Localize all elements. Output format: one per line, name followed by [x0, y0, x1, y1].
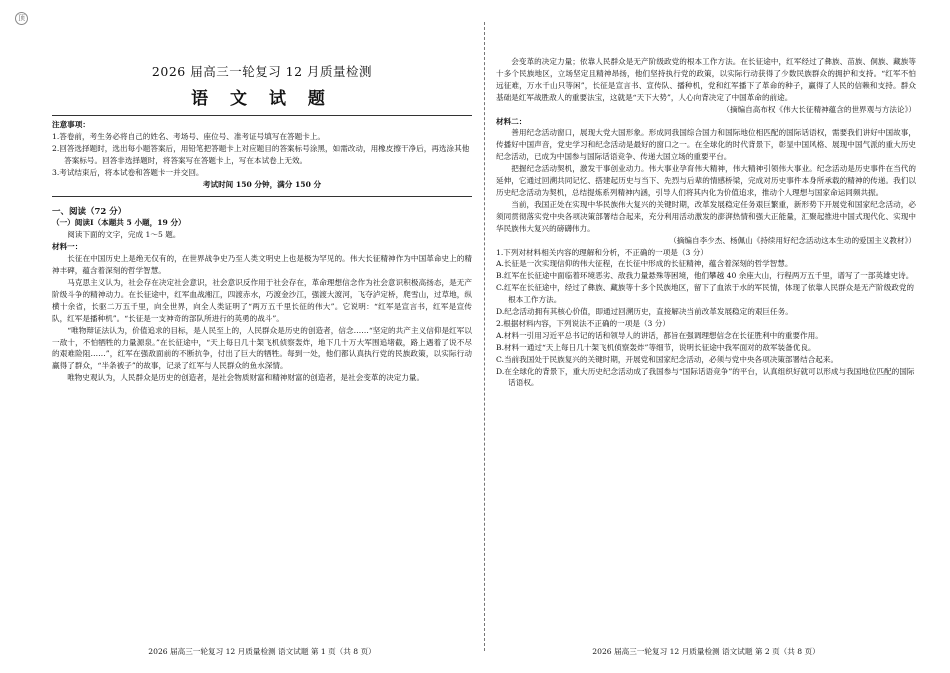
top-rule	[52, 115, 472, 116]
note-item: 1.答卷前，考生务必将自己的姓名、考场号、座位号、准考证号填写在答题卡上。	[52, 131, 326, 141]
question-2: 2.根据材料内容，下列说法不正确的一项是（3 分）	[496, 318, 670, 328]
footer-left: 2026 届高三一轮复习 12 月质量检测 语文试题 第 1 页（共 8 页）	[148, 647, 376, 656]
corner-mark: 顶	[15, 12, 28, 25]
exam-header: 2026 届高三一轮复习 12 月质量检测	[151, 64, 373, 79]
exam-time: 考试时间 150 分钟，满分 150 分	[202, 179, 322, 189]
material2-para: 善用纪念活动窗口，展现大党大国形象。形成同我国综合国力和国际地位相匹配的国际话语权，需要我们讲好中国故事，传播好中国声音，党史学习和纪念活动是最好的窗口之一。在全球化的时代背景下，彰显中国风格、展现中国气派的重大历史纪念活动，已成为中国参与国际话语竞争、传递大国立场的重要平台。	[496, 128, 916, 162]
right-page	[496, 0, 916, 673]
material1-para: 长征在中国历史上是绝无仅有的，在世界战争史乃至人类文明史上也是极为罕见的。伟大长征精神作为中国革命史上的精神丰碑，蕴含着深刻的哲学智慧。	[52, 254, 472, 276]
footer-right: 2026 届高三一轮复习 12 月质量检测 语文试题 第 2 页（共 8 页）	[592, 647, 820, 656]
q1-option: A.长征是一次实现信仰的伟大征程，在长征中形成的长征精神，蕴含着深刻的哲学智慧。	[496, 259, 793, 269]
q1-option: B.红军在长征途中面临着环境恶劣、敌我力量悬殊等困境，他们攀越 40 余座大山，行程两万五千里，谱写了一部英雄史诗。	[496, 271, 914, 281]
q2-option: C.当前我国处于民族复兴的关键时期，开展党和国家纪念活动，必须与党中央各项决策部署结合起来。	[496, 354, 839, 364]
q2-option: B.材料一通过“天上每日几十架飞机侦察轰炸”等细节，说明长征途中我军面对的敌军装备优良。	[496, 342, 816, 352]
exam-subject: 语 文 试 题	[191, 89, 333, 109]
material1-para: “唯物辩证法认为，价值追求的目标，是人民至上的，人民群众是历史的创造者，信念……“坚定的共产主义信仰是红军以一敌十，不怕牺牲的力量源泉。”在长征途中，“天上每日几十架飞机侦察轰炸，地下几十万大军围追堵截，路上遇着了说不尽的艰难险阻……”，红军在强敌面前的不断抗争，付出了巨大的牺牲。每到一处，他们都认真执行党的民族政策，以实际行动赢得了群众，“半条被子”的故事，记录了红军与人民群众的鱼水深情。	[52, 325, 472, 371]
q1-option: C.红军在长征途中，经过了彝族、藏族等十多个民族地区，留下了血浓于水的军民情，体现了依靠人民群众是无产阶级政党的根本工作方法。	[496, 283, 915, 305]
material1-para: 唯物史观认为，人民群众是历史的创造者，是社会物质财富和精神财富的创造者，是社会变革的决定力量。	[67, 373, 425, 383]
q2-option: A.材料一引用习近平总书记的话和领导人的讲话，都旨在强调理想信念在长征胜利中的重要作用。	[496, 330, 823, 340]
q2-option: D.在全球化的背景下，重大历史纪念活动成了我国参与“国际话语竞争”的平台，认真组织好就可以形成与我国地位匹配的国际话语权。	[496, 366, 915, 388]
q1-option: D.纪念活动拥有其核心价值，即通过回溯历史，直接解决当前改革发展稳定的艰巨任务。	[496, 307, 793, 317]
material1-source: （摘编自高布权《伟大长征精神蕴含的世界观与方法论》）	[722, 104, 916, 114]
material2-source: （摘编自李少杰、杨佩山《持续用好纪念活动这本生动的爱国主义教材》）	[669, 235, 916, 245]
material2-para: 把握纪念活动契机，激发干事创业动力。伟大事业孕育伟大精神，伟大精神引领伟大事业。纪念活动是历史事件在当代的延伸，它通过回溯共同记忆、搭建起历史与当下、先烈与后辈的情感桥梁，完成对历史事件本身所承载的精神的传递。我们以历史纪念活动为契机，总结提炼系列精神内涵，引导人们将其内化为价值追求，推动个人理想与国家命运同频共振。	[496, 164, 916, 197]
material2-para: 当前，我国正处在实现中华民族伟大复兴的关键时期，改革发展稳定任务艰巨繁重，新形势下开展党和国家纪念活动，必须同贯彻落实党中央各项决策部署结合起来，充分利用活动激发的澎湃热情和强大正能量，汇聚起推进中国式现代化、实现中华民族伟大复兴的磅礴伟力。	[496, 199, 916, 233]
instruction: 阅读下面的文字，完成 1～5 题。	[67, 230, 181, 240]
question-1: 1.下列对材料相关内容的理解和分析，不正确的一项是（3 分）	[496, 247, 708, 257]
material2-title: 材料二：	[496, 116, 527, 126]
note-item: 3.考试结束后，将本试卷和答题卡一并交回。	[52, 167, 204, 177]
material1-continued: 会变革的决定力量；依靠人民群众是无产阶级政党的根本工作方法。在长征途中，红军经过了彝族、苗族、侗族、藏族等十多个民族地区，立场坚定且精神昂扬，他们坚持执行党的政策，以实际行动获得了少数民族群众的拥护和支持。“红军不怕远征难，万水千山只等闲”，长征是宣言书、宣传队、播种机，党和红军播下了革命的种子，赢得了人民的信赖和支持。群众基础是红军战胜敌人的重要法宝，这就是“天下大势”，人心向背决定了中国革命的前途。	[496, 57, 916, 102]
note-item: 2.回答选择题时，选出每小题答案后，用铅笔把答题卡上对应题目的答案标号涂黑，如需改动，用橡皮擦干净后，再选涂其他答案标号。回答非选择题时，将答案写在答题卡上，写在本试卷上无效。	[52, 143, 470, 165]
notes-rule	[52, 196, 472, 197]
section-title: 一、阅读（72 分）	[52, 207, 127, 218]
notes-title: 注意事项：	[52, 120, 90, 129]
left-page	[52, 0, 472, 673]
material1-para: 马克思主义认为，社会存在决定社会意识，社会意识反作用于社会存在，革命理想信念作为社会意识积极高扬态，是无产阶级斗争的精神动力。在长征途中，红军血战湘江，四渡赤水，巧渡金沙江，强渡大渡河，飞夺泸定桥，爬雪山，过草地，纵横十余省，长驱二万五千里，向全世界，向全人类证明了“两万五千里长征的伟大”。它说明：“红军是宣言书，红军是宣传队，红军是播种机”。“长征是一支神奇的部队所进行的英勇的战斗”。	[52, 277, 472, 323]
page-divider	[484, 22, 485, 651]
part-title: （一）阅读Ⅰ（本题共 5 小题，19 分）	[52, 218, 186, 228]
material1-title: 材料一：	[52, 242, 83, 252]
